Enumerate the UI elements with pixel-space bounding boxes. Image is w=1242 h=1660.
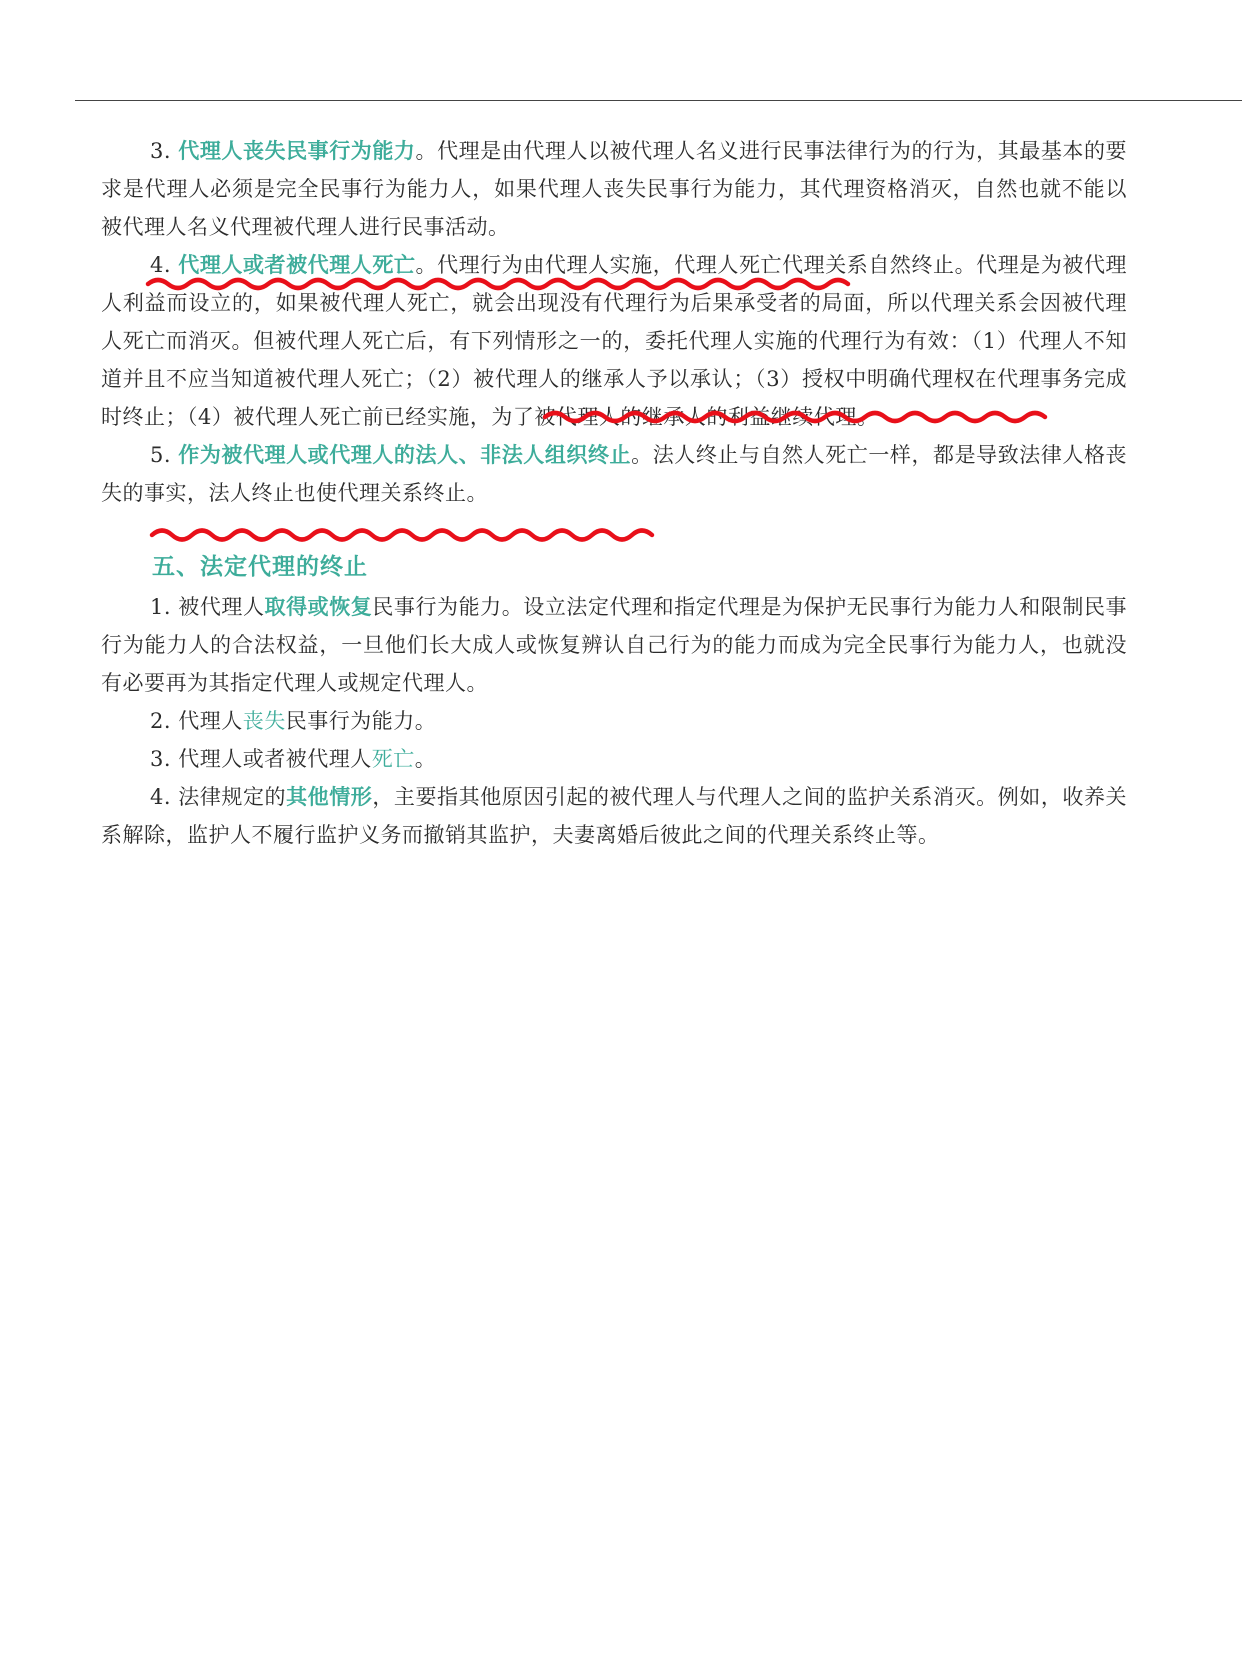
- item-number: 5.: [150, 443, 172, 467]
- section-item-highlight: 其他情形: [286, 785, 373, 809]
- header-rule: [75, 100, 1242, 101]
- page-content: [101, 132, 1127, 854]
- section-item-highlight: 丧失: [242, 709, 286, 733]
- section-item-text: 4. 法律规定的: [150, 785, 287, 809]
- item-punct: 。: [415, 139, 438, 163]
- section-item-highlight: 死亡: [371, 747, 415, 771]
- item-body: 法人终止与自然人死亡一样，都是导致法律人格丧失的事实，法人终止也使代理关系终止。: [101, 443, 1128, 505]
- item-heading: 代理人或者被代理人死亡: [178, 253, 416, 277]
- section-item-text: 1. 被代理人: [150, 595, 265, 619]
- section-item-1: [101, 588, 1127, 702]
- item-4: [101, 246, 1127, 436]
- section-heading: 五、法定代理的终止: [152, 554, 368, 580]
- section-item-text: 民事行为能力。: [285, 709, 437, 733]
- item-5: [101, 436, 1127, 512]
- item-body: 代理行为由代理人实施，代理人死亡代理关系自然终止。代理是为被代理人利益而设立的，如果被代理人死亡，就会出现没有代理行为后果承受者的局面，所以代理关系会因被代理人死亡而消灭。但被代理人死亡后，有下列情形之一的，委托代理人实施的代理行为有效：（1）代理人不知道并且不应当知道被代理人死亡；（2）被代理人的继承人予以承认；（3）授权中明确代理权在代理事务完成时终止；（4）被代理人死亡前已经实施，为了被代理人的继承人的利益继续代理。: [101, 253, 1128, 429]
- item-number: 4.: [150, 253, 172, 277]
- section-item-text: 2. 代理人: [150, 709, 243, 733]
- item-number: 3.: [150, 139, 172, 163]
- item-heading: 代理人丧失民事行为能力: [178, 139, 416, 163]
- item-punct: 。: [415, 253, 438, 277]
- section-item-text: 。: [414, 747, 437, 771]
- section-item-highlight: 取得或恢复: [264, 595, 373, 619]
- section-item-text: 民事行为能力。设立法定代理和指定代理是为保护无民事行为能力人和限制民事行为能力人的合法权益，一旦他们长大成人或恢复辨认自己行为的能力而成为完全民事行为能力人，也就没有必要再为其指定代理人或规定代理人。: [101, 595, 1128, 695]
- section-item-text: ，主要指其他原因引起的被代理人与代理人之间的监护关系消灭。例如，收养关系解除，监护人不履行监护义务而撤销其监护，夫妻离婚后彼此之间的代理关系终止等。: [101, 785, 1128, 847]
- section-item-2: [101, 702, 1127, 740]
- item-heading: 作为被代理人或代理人的法人、非法人组织终止: [178, 443, 632, 467]
- section-item-4: [101, 778, 1127, 854]
- section-item-text: 3. 代理人或者被代理人: [150, 747, 372, 771]
- section-item-3: [101, 740, 1127, 778]
- item-3: [101, 132, 1127, 246]
- item-punct: 。: [631, 443, 653, 467]
- item-body: 代理是由代理人以被代理人名义进行民事法律行为的行为，其最基本的要求是代理人必须是完全民事行为能力人，如果代理人丧失民事行为能力，其代理资格消灭，自然也就不能以被代理人名义代理被代理人进行民事活动。: [101, 139, 1128, 239]
